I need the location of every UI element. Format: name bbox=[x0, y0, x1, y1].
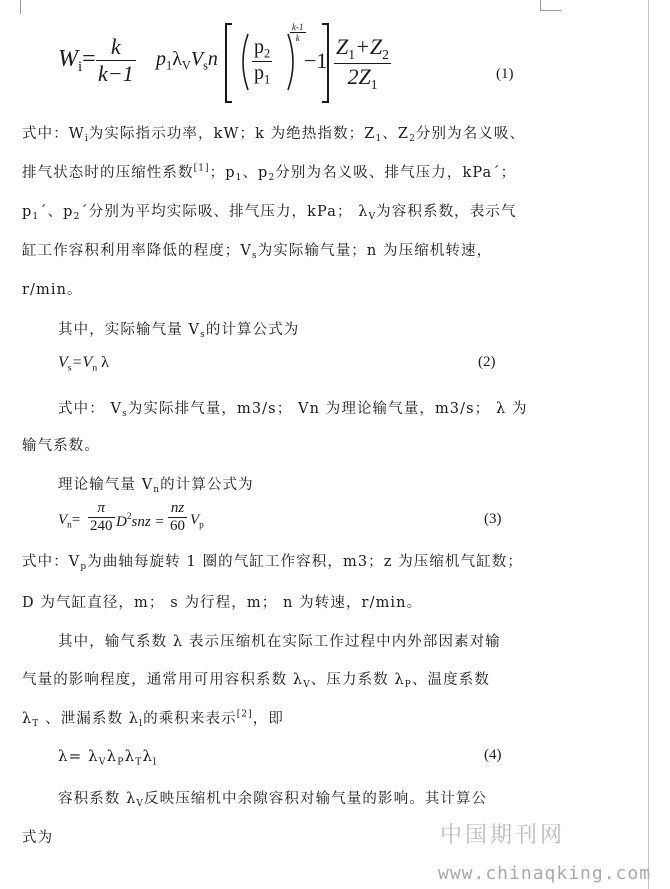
page-corner-mark-right bbox=[540, 0, 561, 11]
equation-2: $V_s=V_n$ λ bbox=[58, 354, 109, 374]
equation-3-number: (3) bbox=[484, 511, 502, 527]
document-page: $W_i=$ $\frac{k}{k-1}$ $p_1\lambda_VV_sn$ $\frac{p_2}{p_1}$ $\frac{k-1}{k}$ −1 $\frac{Z_1+Z_2}{2Z_1}$ (1) 式中：$W_i$为实际指示功率，kW；k 为绝热指数；$Z_1$、$Z_2$分别为名义吸、 排气状态时的压缩性系数[1]；$p_1$、$p_2$分别为名义吸、排气压力，kPa´； $p_1´$、$p_2´$分别为平均实际吸、排气压力，kPa； $\lambda_V$为容积系数，表示气 缸工作容积利用率降低的程度；$V_s$为实际输气量；n 为压缩机转速， r/min。 其中，实际输气量 $V_s$的计算公式为 $V_s=V_n$ λ (2) 式中： $V_s$为实际排气量，m3/s； Vn 为理论输气量，m3/s； λ 为 输气系数。 理论输气量 $V_n$的计算公式为 $V_n=$ $\frac{\pi}{240}$ $D^2snz$ = $\frac{nz}{60}$ $V_p$ (3) 式中：$V_p$为曲轴每旋转 1 圈的气缸工作容积，m3；z 为压缩机气缸数； D 为气缸直径，m； s 为行程，m； n 为转速，r/min。 其中，输气系数 λ 表示压缩机在实际工作过程中内外部因素对输 气量的影响程度，通常用可用容积系数 $\lambda_V$、压力系数 $\lambda_P$、温度系数 $\lambda_T$ 、泄漏系数 $\lambda_l$的乘积来表示[2]，即 $\lambda= \lambda_V\lambda_P\lambda_T\lambda_l$ (4) 容积系数 $\lambda_V$反映压缩机中余隙容积对输气量的影响。其计算公 式为 中国期刊网 www.chinaqking.com bbox=[0, 0, 670, 889]
equation-1-number: (1) bbox=[496, 66, 514, 82]
page-corner-mark-left bbox=[20, 0, 22, 14]
eq1-exponent: $\frac{k-1}{k}$ bbox=[292, 22, 304, 43]
eq3-pi-fraction: $\frac{\pi}{240}$ bbox=[90, 500, 113, 534]
para-6-line-2: 气量的影响程度，通常用可用容积系数 $\lambda_V$、压力系数 $\lambda_P$、温度系数 bbox=[22, 672, 490, 691]
para-3-line-1: 式中： $V_s$为实际排气量，m3/s； Vn 为理论输气量，m3/s； λ 为 bbox=[58, 401, 528, 420]
eq3-nz-fraction: $\frac{nz}{60}$ bbox=[170, 500, 185, 534]
watermark-site-name: 中国期刊网 bbox=[440, 823, 566, 848]
para-7-line-1: 容积系数 $\lambda_V$反映压缩机中余隙容积对输气量的影响。其计算公 bbox=[58, 791, 488, 810]
para-5-line-1: 式中：$V_p$为曲轴每旋转 1 圈的气缸工作容积，m3；z 为压缩机气缸数； bbox=[22, 554, 523, 573]
watermark-url: www.chinaqking.com bbox=[438, 863, 652, 884]
para-4: 理论输气量 $V_n$的计算公式为 bbox=[58, 477, 254, 496]
equation-4: $\lambda= \lambda_V\lambda_P\lambda_T\lambda_l$ bbox=[58, 747, 158, 768]
para-1-line-1: 式中：$W_i$为实际指示功率，kW；k 为绝热指数；$Z_1$、$Z_2$分别为名义吸、 bbox=[22, 126, 526, 145]
para-6-line-3: $\lambda_T$ 、泄漏系数 $\lambda_l$的乘积来表示[2]，即 bbox=[22, 709, 284, 730]
para-1-line-2: 排气状态时的压缩性系数[1]；$p_1$、$p_2$分别为名义吸、排气压力，kPa´； bbox=[22, 163, 517, 184]
para-6-line-1: 其中，输气系数 λ 表示压缩机在实际工作过程中内外部因素对输 bbox=[58, 634, 501, 650]
para-1-line-5: r/min。 bbox=[22, 282, 83, 298]
para-3-line-2: 输气系数。 bbox=[22, 438, 100, 454]
para-1-line-4: 缸工作容积利用率降低的程度；$V_s$为实际输气量；n 为压缩机转速， bbox=[22, 243, 493, 262]
eq1-pressure-ratio: $\frac{p_2}{p_1}$ bbox=[254, 36, 271, 87]
equation-2-number: (2) bbox=[478, 354, 496, 370]
page-margin-rule bbox=[648, 0, 649, 889]
para-7-line-2: 式为 bbox=[22, 830, 54, 846]
equation-4-number: (4) bbox=[484, 747, 502, 763]
para-1-line-3: $p_1´$、$p_2´$分别为平均实际吸、排气压力，kPa； $\lambda_V$为容积系数，表示气 bbox=[22, 204, 517, 223]
eq1-z-fraction: $\frac{Z_1+Z_2}{2Z_1}$ bbox=[336, 34, 389, 92]
para-2: 其中，实际输气量 $V_s$的计算公式为 bbox=[58, 322, 300, 341]
para-5-line-2: D 为气缸直径，m； s 为行程，m； n 为转速，r/min。 bbox=[22, 595, 423, 611]
eq1-k-fraction: $\frac{k}{k-1}$ bbox=[98, 34, 134, 86]
